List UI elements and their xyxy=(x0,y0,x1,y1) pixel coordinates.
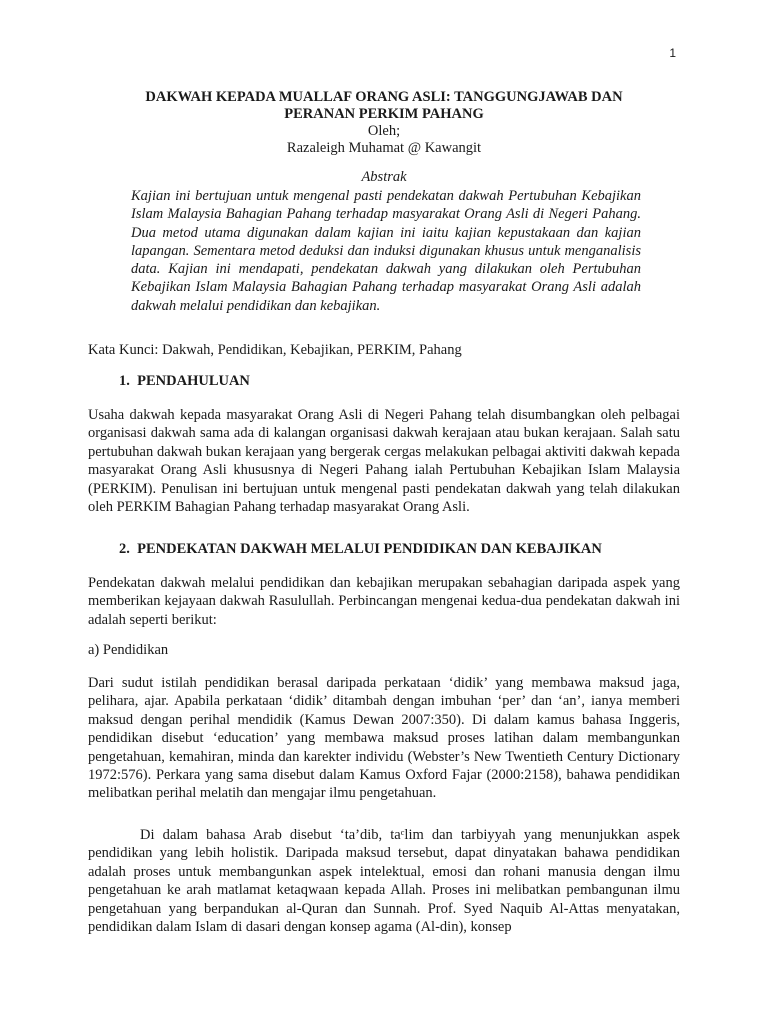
abstract-text: Kajian ini bertujuan untuk mengenal pasti pendekatan dakwah Pertubuhan Kebajikan Islam Malaysia Bahagian Pahang terhadap masyarakat Orang Asli di Negeri Pahang. Dua metod utama digunakan dalam kajian ini iaitu kajian kepustakaan dan kajian lapangan. Sementara metod deduksi dan induksi digunakan khusus untuk menganalisis data. Kajian ini mendapati, pendekatan dakwah yang dilakukan oleh Pertubuhan Kebajikan Islam Malaysia Bahagian Pahang terhadap masyarakat Orang Asli adalah dakwah melalui pendidikan dan kebajikan. xyxy=(131,188,641,314)
document-title xyxy=(88,89,680,123)
section-1-heading: 1. PENDAHULUAN xyxy=(119,373,250,389)
section-1-paragraph: Usaha dakwah kepada masyarakat Orang Asli di Negeri Pahang telah disumbangkan oleh pelbagai organisasi dakwah sama ada di kalangan organisasi dakwah kerajaan atau bukan kerajaan. Salah satu pertubuhan dakwah bukan kerajaan yang bergerak cergas melakukan pelbagai aktiviti dakwah kepada masyarakat Orang Asli khususnya di Negeri Pahang ialah Pertubuhan Kebajikan Islam Malaysia (PERKIM). Penulisan ini bertujuan untuk mengenal pasti pendekatan dakwah yang telah dilakukan oleh PERKIM Bahagian Pahang terhadap masyarakat Orang Asli. xyxy=(88,407,680,516)
page-number: 1 xyxy=(669,46,676,60)
pendidikan-paragraph-1: Dari sudut istilah pendidikan berasal daripada perkataan ‘didik’ yang membawa maksud jaga, pelihara, ajar. Apabila perkataan ‘didik’ ditambah dengan imbuhan ‘per’ dan ‘an’, ianya memberi maksud dengan perihal mendidik (Kamus Dewan 2007:350). Di dalam kamus bahasa Inggeris, pendidikan disebut ‘education’ yang membawa maksud proses latihan dalam membangunkan pengetahuan, kemahiran, minda dan karekter individu (Webster’s New Twentieth Century Dictionary 1972:576). Perkara yang sama disebut dalam Kamus Oxford Fajar (2000:2158), bahawa pendidikan melibatkan perihal melatih dan mengajar ilmu pengetahuan. xyxy=(88,675,680,802)
pendidikan-paragraph-2: Di dalam bahasa Arab disebut ‘ta’dib, taᶜlim dan tarbiyyah yang menunjukkan aspek pendidikan yang lebih holistik. Daripada maksud tersebut, dapat dinyatakan bahawa pendidikan adalah proses untuk membangunkan aspek intelektual, emosi dan rohani manusia dengan ilmu pengetahuan ke arah matlamat ketaqwaan kepada Allah. Proses ini melibatkan pembangunan ilmu pengetahuan yang berpandukan al-Quran dan Sunnah. Prof. Syed Naquib Al-Attas menyatakan, pendidikan dalam Islam di dasari dengan konsep agama (Al-din), konsep xyxy=(88,827,680,936)
abstract-heading: Abstrak xyxy=(361,169,407,185)
byline-label: Oleh; xyxy=(367,123,401,139)
section-2-heading: 2. PENDEKATAN DAKWAH MELALUI PENDIDIKAN DAN KEBAJIKAN xyxy=(119,541,602,557)
subsection-a-heading: a) Pendidikan xyxy=(88,642,169,658)
author-name: Razaleigh Muhamat @ Kawangit xyxy=(286,140,482,156)
title-line-2: PERANAN PERKIM PAHANG xyxy=(284,106,484,122)
keywords: Kata Kunci: Dakwah, Pendidikan, Kebajikan, PERKIM, Pahang xyxy=(88,342,462,358)
section-2-paragraph: Pendekatan dakwah melalui pendidikan dan kebajikan merupakan sebahagian daripada aspek yang memberikan kejayaan dakwah Rasulullah. Perbincangan mengenai kedua-dua pendekatan dakwah ini adalah seperti berikut: xyxy=(88,575,680,628)
title-line-1: DAKWAH KEPADA MUALLAF ORANG ASLI: TANGGUNGJAWAB DAN xyxy=(145,89,623,105)
